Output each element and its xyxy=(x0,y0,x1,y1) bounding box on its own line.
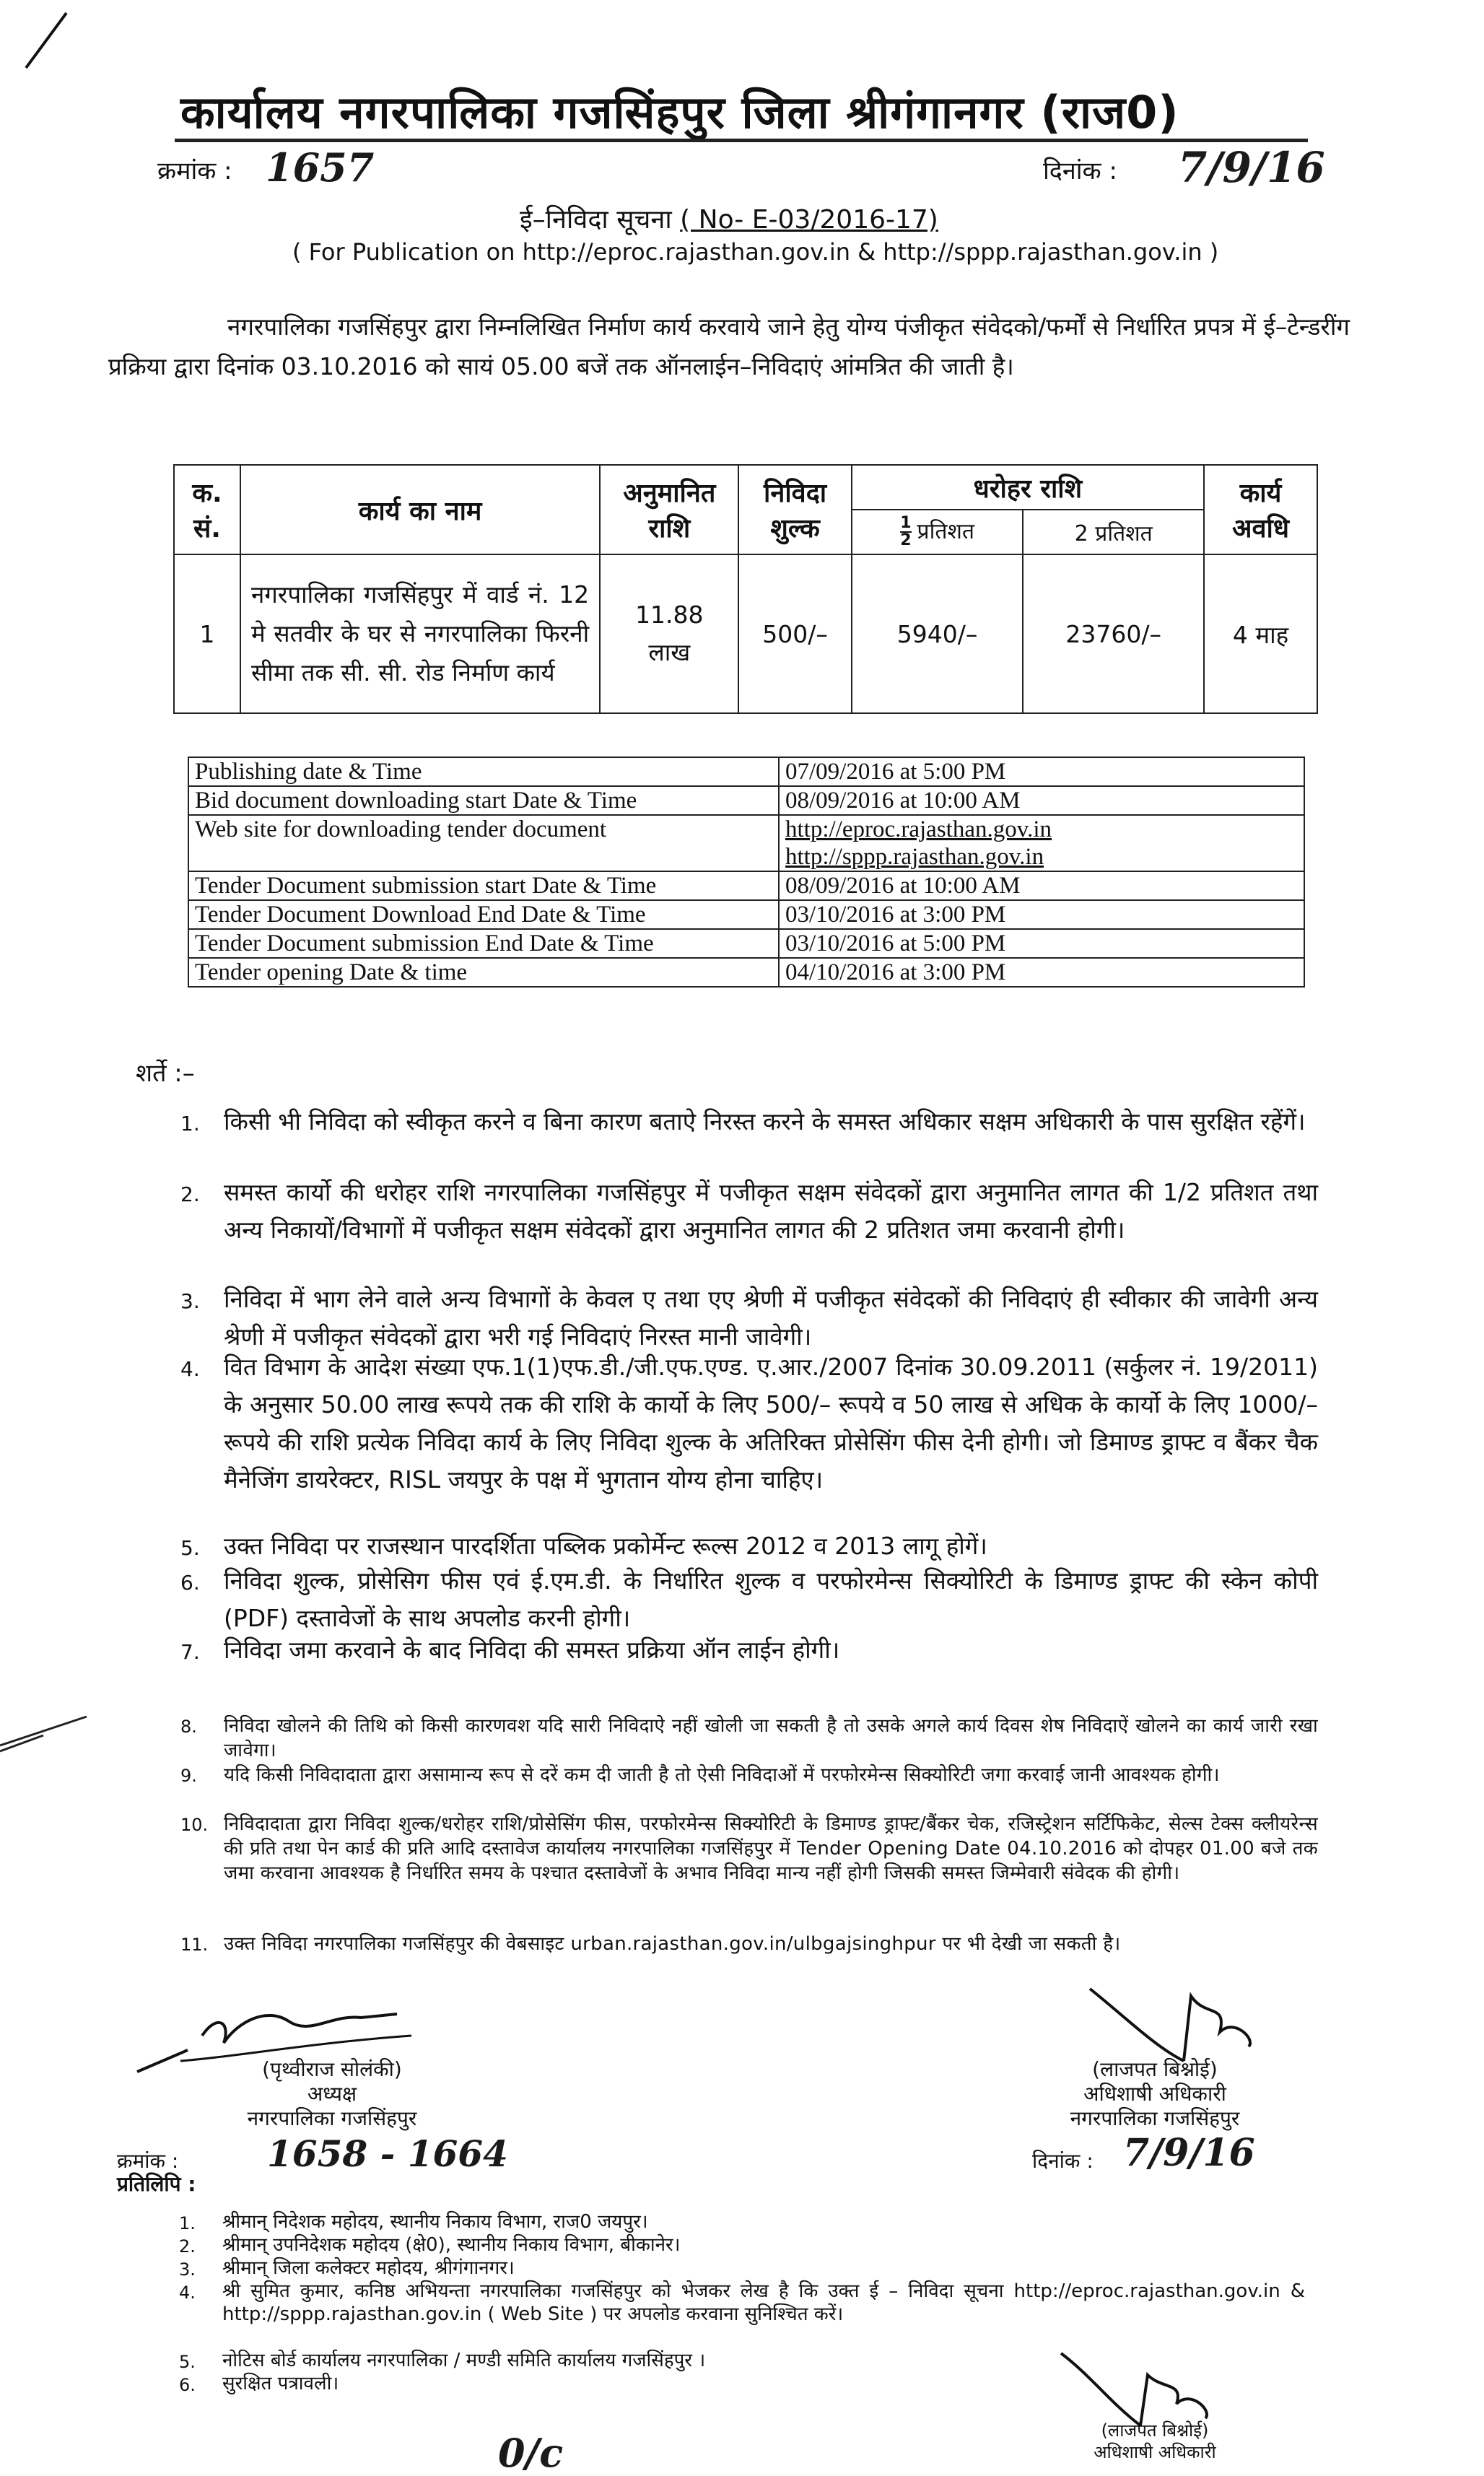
office-title: कार्यालय नगरपालिका गजसिंहपुर जिला श्रीगंगानगर (राज0) xyxy=(180,86,1179,139)
condition-item: निविदादाता द्वारा निविदा शुल्क/धरोहर राशि/प्रोसेसिंग फीस, परफोरमेन्स सिक्योरिटी के डिमाण्ड ड्राफ्ट/बैंकर चेक, रजिस्ट्रेशन सर्टिफिकेट, सेल्स टेक्स क्लीयरेन्स की प्रति तथा पेन कार्ड की प्रति आदि दस्तावेज कार्यालय नगरपालिका गजसिंहपुर में Tender Opening Date 04.10.2016 को दोपहर 01.00 बजे तक जमा करवाना आवश्यक है निर्धारित समय के पश्चात दस्तावेजों के अभाव निविदा मान्य नहीं होगी जिसकी समस्त जिम्मेवारी संवेदक की होगी। xyxy=(224,1813,1318,1884)
left-signatory xyxy=(217,2057,448,2131)
table-row xyxy=(188,958,1304,987)
publication-line: ( For Publication on http://eproc.rajasthan.gov.in & http://sppp.rajasthan.gov.in ) xyxy=(292,238,1219,266)
notice-number: ( No- E-03/2016-17) xyxy=(680,205,938,235)
signatory-name: (लाजपत बिश्नोई) xyxy=(1101,2420,1209,2441)
condition-item: निविदा शुल्क, प्रोसेसिग फीस एवं ई.एम.डी. के निर्धारित शुल्क व परफोरमेन्स सिक्योरिटी के डिमाण्ड ड्राफ्ट की स्केन कोपी (PDF) दस्तावेजों के साथ अपलोड करनी होगी। xyxy=(224,1566,1318,1632)
copy-number: 3. xyxy=(179,2259,196,2280)
right-signature xyxy=(1083,1974,1270,2068)
signatory-name: (लाजपत बिश्नोई) xyxy=(1092,2057,1218,2081)
sppp-link[interactable]: http://sppp.rajasthan.gov.in xyxy=(785,844,1044,870)
schedule-label: Bid document downloading start Date & Time xyxy=(188,786,779,815)
notice-title-text: ई–निविदा सूचना xyxy=(520,205,672,235)
schedule-value: 03/10/2016 at 3:00 PM xyxy=(779,900,1304,929)
half-percent-label: प्रतिशत xyxy=(917,518,974,544)
right-signatory xyxy=(1011,2057,1299,2131)
schedule-table xyxy=(188,757,1305,988)
copy-item: श्रीमान् उपनिदेशक महोदय (क्षे0), स्थानीय निकाय विभाग, बीकानेर। xyxy=(222,2234,681,2256)
table-row xyxy=(188,929,1304,958)
fraction-numerator: 1 xyxy=(900,514,912,533)
ref-number: 1657 xyxy=(266,144,375,191)
copy-item: श्रीमान् जिला कलेक्टर महोदय, श्रीगंगानगर। xyxy=(222,2257,515,2279)
table-row xyxy=(174,554,1317,713)
condition-item: किसी भी निविदा को स्वीकृत करने व बिना कारण बताऐ निरस्त करने के समस्त अधिकार सक्षम अधिकारी के पास सुरक्षित रहेंगें। xyxy=(224,1107,1306,1135)
schedule-label: Tender Document Download End Date & Time xyxy=(188,900,779,929)
schedule-value: 08/09/2016 at 10:00 AM xyxy=(779,871,1304,900)
work-table xyxy=(173,464,1318,714)
condition-item: उक्त निविदा नगरपालिका गजसिंहपुर की वेबसाइट urban.rajasthan.gov.in/ulbgajsinghpur पर भी देखी जा सकती है। xyxy=(224,1933,1121,1955)
condition-item: यदि किसी निविदादाता द्वारा असामान्य रूप से दरें कम दी जाती है तो ऐसी निविदाओं में परफोरमेन्स सिक्योरिटी जगा करवाई जानी आवश्यक होगी। xyxy=(224,1764,1220,1786)
schedule-value xyxy=(779,815,1304,871)
table-row xyxy=(188,815,1304,871)
condition-number: 9. xyxy=(180,1766,197,1786)
conditions-heading: शर्ते :– xyxy=(136,1059,195,1088)
title-underline xyxy=(175,139,1308,142)
copy-number: 6. xyxy=(179,2375,196,2395)
table-row xyxy=(188,871,1304,900)
schedule-value: 04/10/2016 at 3:00 PM xyxy=(779,958,1304,987)
schedule-value: 03/10/2016 at 5:00 PM xyxy=(779,929,1304,958)
col-estimate: अनुमानित राशि xyxy=(600,465,738,554)
col-duration: कार्य अवधि xyxy=(1204,465,1317,554)
eproc-link[interactable]: http://eproc.rajasthan.gov.in xyxy=(785,816,1052,842)
cell-duration: 4 माह xyxy=(1204,554,1317,713)
cell-sno: 1 xyxy=(174,554,240,713)
condition-item: समस्त कार्यो की धरोहर राशि नगरपालिका गजसिंहपुर में पजीकृत सक्षम संवेदकों द्वारा अनुमानित लागत की 1/2 प्रतिशत तथा अन्य निकायों/विभागों में पजीकृत सक्षम संवेदकों द्वारा अनुमानित लागत की 2 प्रतिशत जमा करवानी होगी। xyxy=(224,1178,1318,1244)
copy-number: 4. xyxy=(179,2283,196,2303)
condition-number: 2. xyxy=(180,1182,200,1206)
fraction-denominator: 2 xyxy=(900,531,912,550)
schedule-label: Tender opening Date & time xyxy=(188,958,779,987)
copy-date-value: 7/9/16 xyxy=(1123,2131,1255,2175)
cell-two: 23760/– xyxy=(1023,554,1204,713)
copy-number: 2. xyxy=(179,2236,196,2257)
cell-half: 5940/– xyxy=(852,554,1023,713)
schedule-value: 08/09/2016 at 10:00 AM xyxy=(779,786,1304,815)
condition-number: 1. xyxy=(180,1112,200,1135)
schedule-label: Tender Document submission End Date & Time xyxy=(188,929,779,958)
copy-item: नोटिस बोर्ड कार्यालय नगरपालिका / मण्डी समिति कार्यालय गजसिंहपुर । xyxy=(222,2350,706,2371)
condition-number: 6. xyxy=(180,1571,200,1595)
copy-ref-label: क्रमांक : xyxy=(117,2149,179,2173)
footer-mark: 0/c xyxy=(498,2430,564,2476)
condition-item: निविदा खोलने की तिथि को किसी कारणवश यदि सारी निविदाऐ नहीं खोली जा सकती है तो उसके अगले कार्य दिवस शेष निविदाऐं खोलने का कार्य जारी रखा जावेगा। xyxy=(224,1715,1318,1761)
condition-number: 11. xyxy=(180,1935,209,1955)
signatory-role: अधिशाषी अधिकारी xyxy=(1094,2442,1216,2462)
condition-item: वित विभाग के आदेश संख्या एफ.1(1)एफ.डी./जी.एफ.एण्ड. ए.आर./2007 दिनांक 30.09.2011 (सर्कुलर नं. 19/2011) के अनुसार 50.00 लाख रूपये तक की राशि के कार्यो के लिए 500/– रूपये व 50 लाख से अधिक के कार्यो के लिए 1000/– रूपये की राशि प्रत्येक निविदा कार्य के लिए निविदा शुल्क के अतिरिक्त प्रोसेसिंग फीस देनी होगी। जो डिमाण्ड ड्राफ्ट व बैंकर चैक मैनेजिंग डायरेक्टर, RISL जयपुर के पक्ष में भुगतान योग्य होना चाहिए। xyxy=(224,1353,1318,1494)
intro-paragraph: नगरपालिका गजसिंहपुर द्वारा निम्नलिखित निर्माण कार्य करवाये जाने हेतु योग्य पंजीकृत संवेदको/फर्मों से निर्धारित प्रपत्र में ई–टेन्डरींग प्रक्रिया द्वारा दिनांक 03.10.2016 को सायं 05.00 बजें तक ऑनलाईन–निविदाएं आंमत्रित की जाती है। xyxy=(108,313,1350,380)
copy-number: 5. xyxy=(179,2352,196,2372)
signatory-name: (पृथ्वीराज सोलंकी) xyxy=(262,2057,402,2081)
condition-number: 10. xyxy=(180,1815,209,1835)
signatory-role: अध्यक्ष xyxy=(307,2082,357,2106)
cell-fee: 500/– xyxy=(738,554,851,713)
table-row xyxy=(188,900,1304,929)
col-deposit: धरोहर राशि xyxy=(852,465,1204,510)
ref-label: क्रमांक : xyxy=(157,157,232,186)
copy-heading: प्रतिलिपि : xyxy=(117,2172,196,2196)
copy-date-label: दिनांक : xyxy=(1032,2149,1094,2173)
copy-item: श्रीमान् निदेशक महोदय, स्थानीय निकाय विभाग, राज0 जयपुर। xyxy=(222,2211,648,2233)
date-label: दिनांक : xyxy=(1043,157,1117,186)
condition-item: उक्त निविदा पर राजस्थान पारदर्शिता पब्लिक प्रकोर्मेन्ट रूल्स 2012 व 2013 लागू होगें। xyxy=(224,1532,987,1560)
copy-ref-number: 1658 - 1664 xyxy=(267,2132,508,2175)
cell-estimate: 11.88 लाख xyxy=(600,554,738,713)
schedule-label: Web site for downloading tender document xyxy=(188,815,779,871)
col-work-name: कार्य का नाम xyxy=(240,465,600,554)
signatory-office: नगरपालिका गजसिंहपुर xyxy=(247,2106,417,2130)
bottom-signatory xyxy=(1025,2420,1285,2463)
signatory-role: अधिशाषी अधिकारी xyxy=(1083,2082,1226,2106)
condition-number: 3. xyxy=(180,1289,200,1313)
copy-item: श्री सुमित कुमार, कनिष्ठ अभियन्ता नगरपालिका गजसिंहपुर को भेजकर लेख है कि उक्त ई – निविदा सूचना http://eproc.rajasthan.gov.in & http://sppp.rajasthan.gov.in ( Web Site ) पर अपलोड करवाना सुनिश्चित करें। xyxy=(222,2280,1305,2325)
condition-number: 8. xyxy=(180,1717,197,1737)
condition-number: 4. xyxy=(180,1357,200,1381)
copy-item: सुरक्षित पत्रावली। xyxy=(222,2373,339,2394)
date-value: 7/9/16 xyxy=(1178,143,1325,192)
cell-work-name: नगरपालिका गजसिंहपुर में वार्ड नं. 12 मे सतवीर के घर से नगरपालिका फिरनी सीमा तक सी. सी. रोड निर्माण कार्य xyxy=(240,554,600,713)
schedule-label: Tender Document submission start Date & Time xyxy=(188,871,779,900)
col-half-percent xyxy=(852,510,1023,554)
col-fee: निविदा शुल्क xyxy=(738,465,851,554)
notice-title xyxy=(520,201,938,236)
condition-item: निविदा जमा करवाने के बाद निविदा की समस्त प्रक्रिया ऑन लाईन होगी। xyxy=(224,1636,840,1664)
col-sno: क. सं. xyxy=(174,465,240,554)
copy-number: 1. xyxy=(179,2213,196,2233)
table-row xyxy=(188,786,1304,815)
schedule-value: 07/09/2016 at 5:00 PM xyxy=(779,757,1304,786)
condition-item: निविदा में भाग लेने वाले अन्य विभागों के केवल ए तथा एए श्रेणी में पजीकृत संवेदकों की निविदाएं ही स्वीकार की जावेगी अन्य श्रेणी में पजीकृत संवेदकों द्वारा भरी गई निविदाएं निरस्त मानी जावेगी। xyxy=(224,1285,1318,1351)
condition-number: 7. xyxy=(180,1640,200,1664)
table-row xyxy=(188,757,1304,786)
schedule-label: Publishing date & Time xyxy=(188,757,779,786)
fraction xyxy=(900,515,911,549)
col-two-percent: 2 प्रतिशत xyxy=(1023,510,1204,554)
signatory-office: नगरपालिका गजसिंहपुर xyxy=(1070,2106,1240,2130)
condition-number: 5. xyxy=(180,1536,200,1560)
